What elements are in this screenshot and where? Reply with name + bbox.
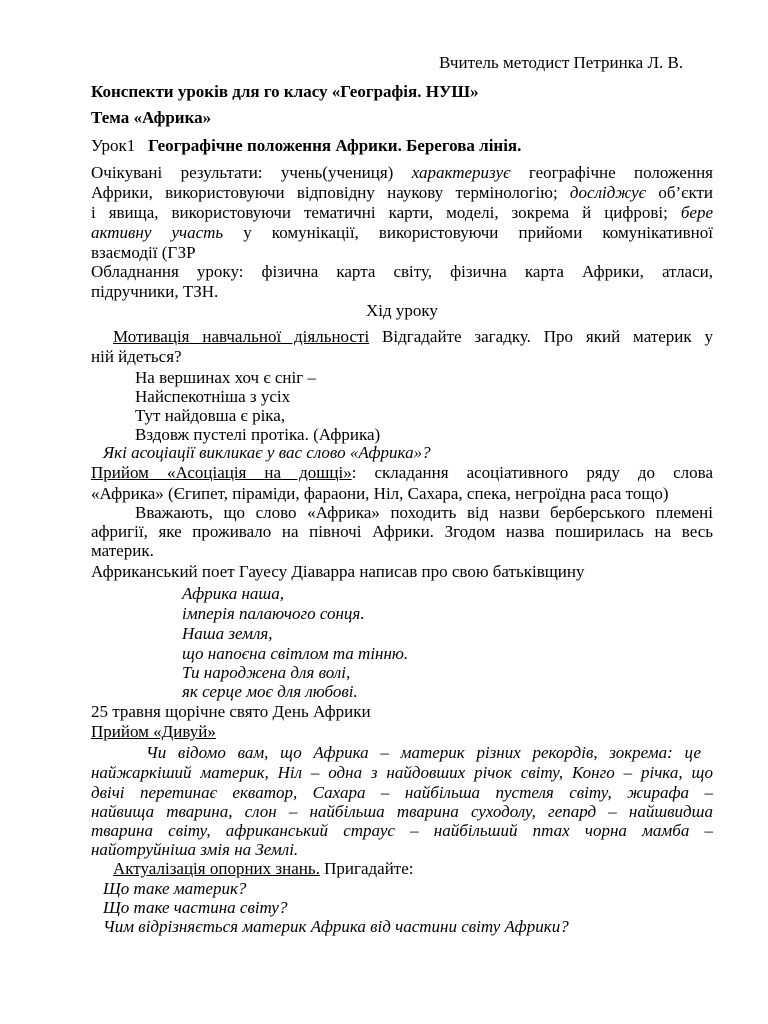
wonder-line: тварина світу, африканський страус – найбільший птах чорна мамба – [91, 821, 713, 840]
motivation-line-2: ній йдеться? [91, 347, 182, 366]
question-item: Що таке частина світу? [103, 898, 288, 917]
riddle-line: Вздовж пустелі протіка. (Африка) [135, 425, 381, 444]
wonder-line: найвища тварина, слон – найбільша тварина суходолу, гепард – найшвидша [91, 802, 713, 821]
wonder-line: найжаркіший материк, Ніл – одна з найдовших річок світу, Конго – річка, що [91, 763, 713, 782]
actualization-line: Актуалізація опорних знань. Пригадайте: [113, 859, 414, 878]
results-line-1: Очікувані результати: учень(учениця) характеризує географічне положення [91, 163, 713, 182]
poem-line: як серце моє для любові. [182, 682, 358, 701]
lesson-line [91, 136, 521, 156]
origin-line-2: афригії, яке проживало на півночі Африки. Згодом назва поширилась на весь [91, 522, 713, 541]
poet-intro: Африканський поет Гауесу Діаварра написав про свою батьківщину [91, 562, 585, 581]
wonder-line: двічі перетинає екватор, Сахара – найбільша пустеля світу, жирафа – [91, 783, 713, 802]
lesson-title: Географічне положення Африки. Берегова лінія. [148, 136, 522, 155]
africa-day: 25 травня щорічне свято День Африки [91, 702, 371, 721]
association-line-2: «Африка» (Єгипет, піраміди, фараони, Ніл, Сахара, спека, негроїдна раса тощо) [91, 484, 669, 503]
wonder-line: Чи відомо вам, що Африка – материк різних рекордів, зокрема: це [146, 743, 701, 762]
wonder-line: найотруйніша змія на Землі. [91, 840, 299, 859]
association-line-1: Прийом «Асоціація на дошці»: складання асоціативного ряду до слова [91, 463, 713, 482]
equipment-line-1: Обладнання уроку: фізична карта світу, фізична карта Африки, атласи, [91, 262, 713, 281]
course-heading: Хід уроку [366, 301, 438, 320]
equipment-line-2: підручники, ТЗН. [91, 282, 219, 301]
author-line: Вчитель методист Петринка Л. В. [439, 53, 684, 72]
results-line-5: взаємодії (ГЗР [91, 243, 196, 262]
poem-line: Наша земля, [182, 624, 273, 643]
poem-line: що напоєна світлом та тінню. [182, 644, 409, 663]
question-item: Чим відрізняється материк Африка від частини світу Африки? [103, 917, 569, 936]
lesson-number: Урок1 [91, 136, 136, 155]
results-line-3: і явища, використовуючи тематичні карти, моделі, зокрема й цифрові; бере [91, 203, 713, 222]
association-question: Які асоціації викликає у вас слово «Африка»? [103, 443, 431, 462]
motivation-line: Мотивація навчальної діяльності Відгадайте загадку. Про який материк у [113, 327, 713, 346]
document-title: Конспекти уроків для го класу «Географія. НУШ» [91, 82, 479, 101]
question-item: Що таке материк? [103, 879, 247, 898]
origin-line-3: материк. [91, 541, 154, 560]
results-line-4: активну участь у комунікації, використовуючи прийоми комунікативної [91, 223, 713, 242]
riddle-line: На вершинах хоч є сніг – [135, 368, 316, 387]
poem-line: імперія палаючого сонця. [182, 604, 365, 623]
riddle-line: Тут найдовша є ріка, [135, 406, 286, 425]
results-line-2: Африки, використовуючи відповідну наукову термінологію; досліджує об’єкти [91, 183, 713, 202]
topic-title: Тема «Африка» [91, 108, 212, 127]
riddle-line: Найспекотніша з усіх [135, 387, 291, 406]
origin-line-1: Вважають, що слово «Африка» походить від назви берберського племені [135, 503, 713, 522]
poem-line: Африка наша, [182, 584, 284, 603]
poem-line: Ти народжена для волі, [182, 663, 351, 682]
wonder-label: Прийом «Дивуй» [91, 722, 216, 741]
